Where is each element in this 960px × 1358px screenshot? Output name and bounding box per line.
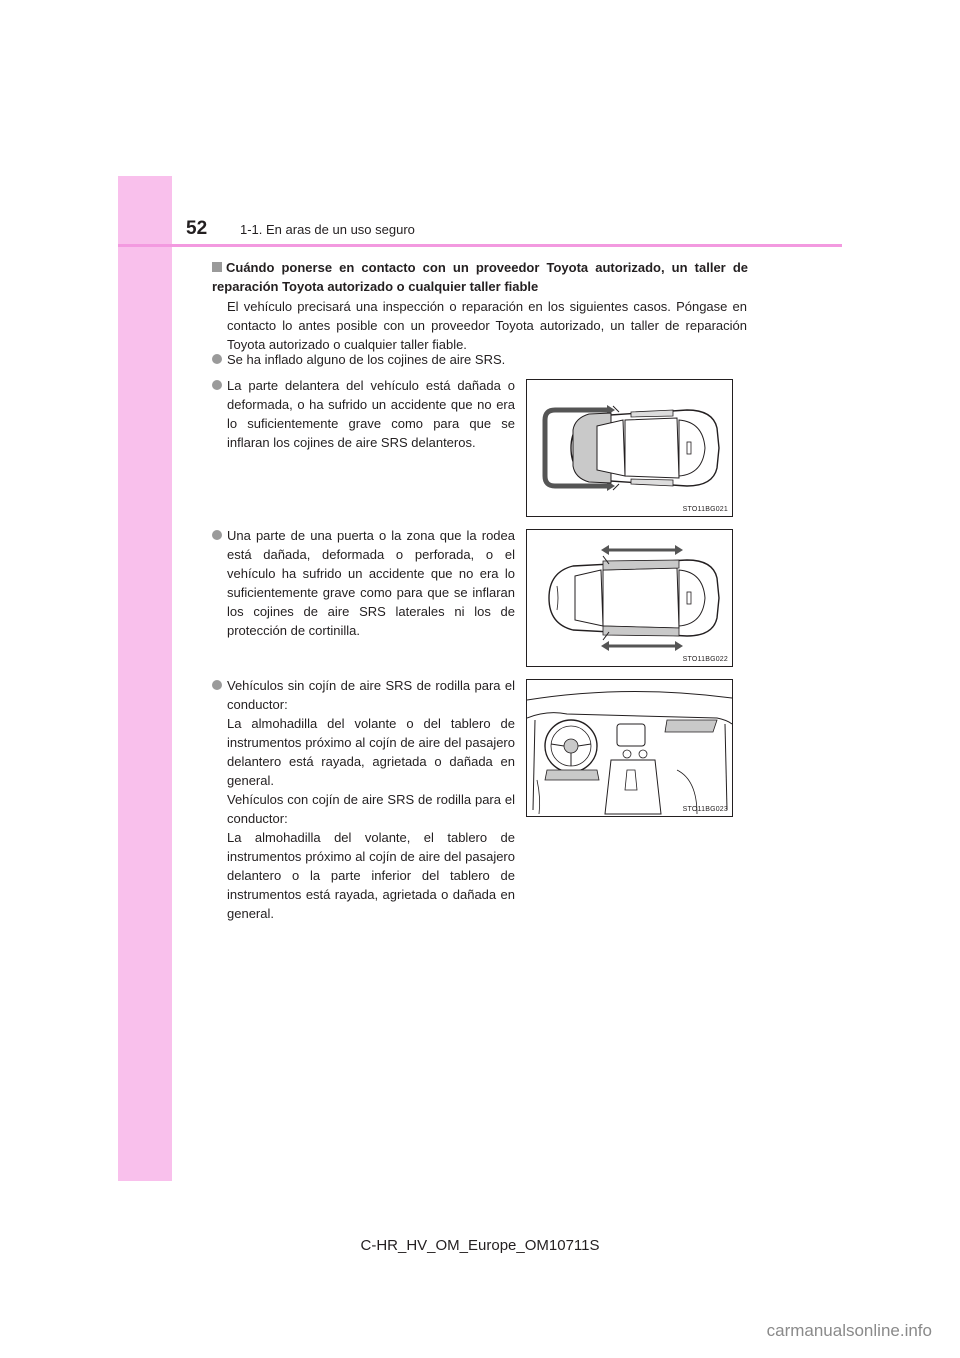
bullet-dot-icon bbox=[212, 354, 222, 364]
section-heading-text: Cuándo ponerse en contacto con un proveedor Toyota autorizado, un taller de reparación Toyota autorizado o cualquier taller fiable bbox=[212, 260, 748, 294]
list-item-text: Vehículos sin cojín de aire SRS de rodilla para el conductor: La almohadilla del volante o del tablero de instrumentos próximo al cojín de aire del pasajero delantero está rayada, agrietada o dañada en general. Vehículos con cojín de aire SRS de rodilla para el conductor: La almohadilla del volante, el tablero de instrumentos próximo al cojín de aire del pasajero delantero o la parte inferior del tablero de instrumentos está rayada, agrietada o dañada en general. bbox=[227, 678, 515, 921]
header-rule bbox=[118, 244, 842, 247]
list-item-text: Una parte de una puerta o la zona que la rodea está dañada, deformada o perforada, o el vehículo ha sufrido un accidente que no era lo suficientemente grave como para que se inflaran los cojines de aire SRS laterales ni los de protección de cortinilla. bbox=[227, 528, 515, 638]
square-bullet-icon bbox=[212, 262, 222, 272]
list-item bbox=[212, 350, 752, 369]
list-item-text: La parte delantera del vehículo está dañada o deformada, o ha sufrido un accidente que no era lo suficientemente grave como para que se inflaran los cojines de aire SRS delanteros. bbox=[227, 378, 515, 450]
bullet-dot-icon bbox=[212, 380, 222, 390]
watermark-link[interactable]: carmanualsonline.info bbox=[766, 1321, 932, 1340]
list-item bbox=[212, 526, 515, 640]
bullet-dot-icon bbox=[212, 680, 222, 690]
side-color-band bbox=[118, 176, 172, 1181]
list-item bbox=[212, 676, 515, 923]
page-number: 52 bbox=[186, 218, 208, 239]
dashboard-interior-illustration bbox=[527, 680, 732, 816]
car-top-view-side-illustration bbox=[527, 530, 732, 666]
bullet-dot-icon bbox=[212, 530, 222, 540]
list-item-text: Se ha inflado alguno de los cojines de aire SRS. bbox=[227, 352, 506, 367]
figure-code: STO11BG022 bbox=[682, 656, 728, 663]
figure-code: STO11BG021 bbox=[682, 506, 728, 513]
figure-code: STO11BG023 bbox=[682, 806, 728, 813]
figure-side-damage bbox=[526, 529, 733, 667]
figure-dashboard bbox=[526, 679, 733, 817]
car-top-view-front-illustration bbox=[527, 380, 732, 516]
list-item bbox=[212, 376, 515, 452]
section-heading bbox=[212, 258, 748, 296]
section-title: 1-1. En aras de un uso seguro bbox=[240, 222, 415, 237]
figure-front-damage bbox=[526, 379, 733, 517]
intro-paragraph: El vehículo precisará una inspección o reparación en los siguientes casos. Póngase en contacto lo antes posible con un proveedor Toyota autorizado, un taller de reparación Toyota autorizado o cualquier taller fiable. bbox=[227, 299, 747, 352]
document-id-footer: C-HR_HV_OM_Europe_OM10711S bbox=[360, 1237, 600, 1254]
